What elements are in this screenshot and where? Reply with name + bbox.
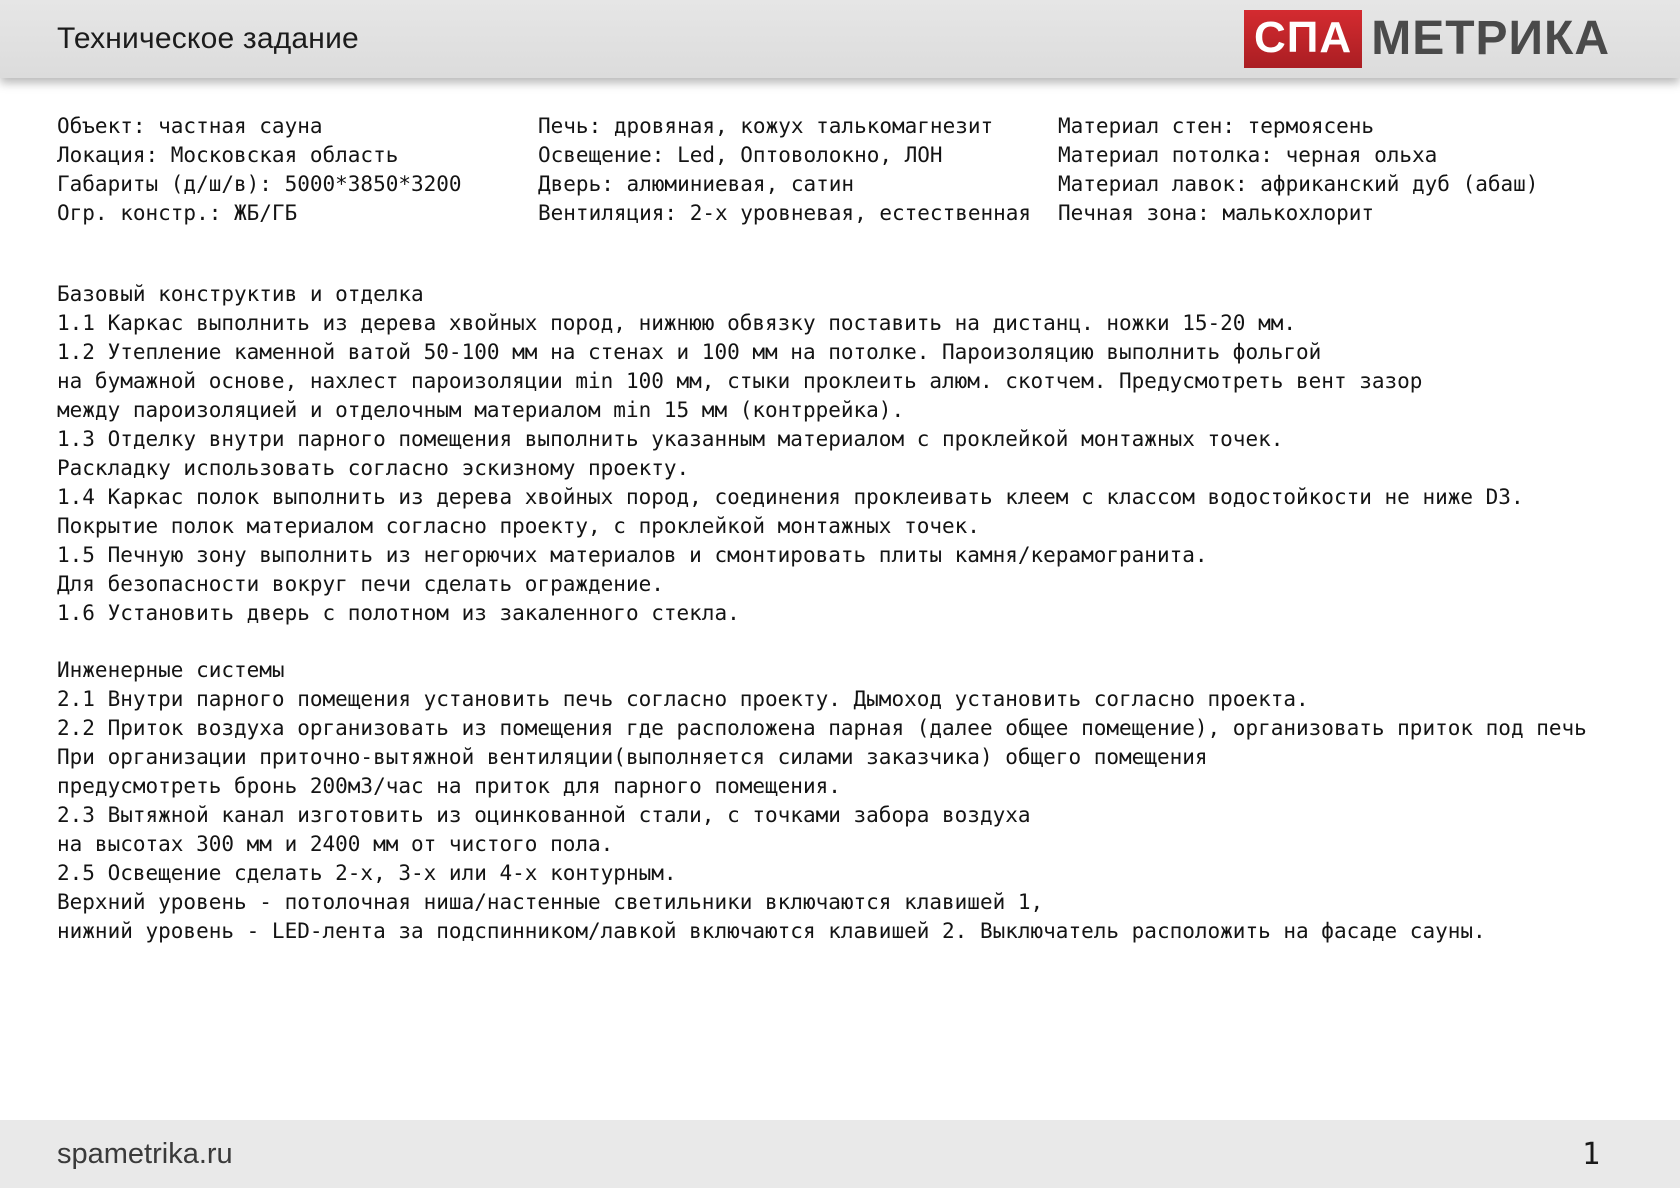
page-title: Техническое задание	[57, 22, 359, 55]
body-line: предусмотреть бронь 200м3/час на приток для парного помещения.	[57, 774, 841, 798]
body-line: 1.3 Отделку внутри парного помещения выполнить указанным материалом с проклейкой монтажных точек.	[57, 427, 1284, 451]
footer-bar	[0, 1120, 1680, 1188]
body-line: 1.6 Установить дверь с полотном из закаленного стекла.	[57, 601, 740, 625]
body-line: 2.1 Внутри парного помещения установить печь согласно проекту. Дымоход установить согласно проекта.	[57, 687, 1309, 711]
section-base-construction	[57, 280, 1660, 628]
spec-column-materials	[1058, 112, 1538, 228]
body-line: Покрытие полок материалом согласно проекту, с проклейкой монтажных точек.	[57, 514, 980, 538]
body-line: Для безопасности вокруг печи сделать ограждение.	[57, 572, 664, 596]
spec-line: Огр. констр.: ЖБ/ГБ	[57, 201, 298, 225]
section-title: Базовый конструктив и отделка	[57, 282, 424, 306]
spec-line: Печь: дровяная, кожух талькомагнезит	[538, 114, 994, 138]
spec-column-object	[57, 112, 462, 228]
body-line: на высотах 300 мм и 2400 мм от чистого пола.	[57, 832, 614, 856]
spec-column-equipment	[538, 112, 1031, 228]
company-logo	[1244, 10, 1610, 68]
spec-line: Габариты (д/ш/в): 5000*3850*3200	[57, 172, 462, 196]
body-line: 1.4 Каркас полок выполнить из дерева хвойных пород, соединения проклеивать клеем с классом водостойкости не ниже D3.	[57, 485, 1524, 509]
body-line: 2.2 Приток воздуха организовать из помещения где расположена парная (далее общее помещение), организовать приток под печь	[57, 716, 1587, 740]
spec-line: Материал стен: термоясень	[1058, 114, 1375, 138]
body-line: Раскладку использовать согласно эскизному проекту.	[57, 456, 690, 480]
spec-line: Локация: Московская область	[57, 143, 399, 167]
body-line: 1.5 Печную зону выполнить из негорючих материалов и смонтировать плиты камня/керамогранита.	[57, 543, 1208, 567]
spec-line: Материал потолка: черная ольха	[1058, 143, 1438, 167]
page-number: 1	[1581, 1136, 1600, 1172]
body-line: между пароизоляцией и отделочным материалом min 15 мм (контррейка).	[57, 398, 905, 422]
body-line: 2.5 Освещение сделать 2-х, 3-х или 4-х контурным.	[57, 861, 677, 885]
header-bar	[0, 0, 1680, 78]
body-line: на бумажной основе, нахлест пароизоляции min 100 мм, стыки проклеить алюм. скотчем. Предусмотреть вент зазор	[57, 369, 1423, 393]
spec-line: Объект: частная сауна	[57, 114, 323, 138]
body-line: нижний уровень - LED-лента за подспинником/лавкой включаются клавишей 2. Выключатель расположить на фасаде сауны.	[57, 919, 1486, 943]
section-engineering-systems	[57, 656, 1660, 946]
spec-line: Освещение: Led, Оптоволокно, ЛОН	[538, 143, 943, 167]
body-line: Верхний уровень - потолочная ниша/настенные светильники включаются клавишей 1,	[57, 890, 1044, 914]
body-line: 1.1 Каркас выполнить из дерева хвойных пород, нижнюю обвязку поставить на дистанц. ножки 15-20 мм.	[57, 311, 1297, 335]
spec-line: Печная зона: малькохлорит	[1058, 201, 1375, 225]
spec-line: Дверь: алюминиевая, сатин	[538, 172, 855, 196]
body-line: 1.2 Утепление каменной ватой 50-100 мм на стенах и 100 мм на потолке. Пароизоляцию выполнить фольгой	[57, 340, 1322, 364]
website-url: spametrika.ru	[57, 1137, 233, 1170]
section-title: Инженерные системы	[57, 658, 285, 682]
logo-red-box: СПА	[1244, 10, 1362, 68]
spec-line: Вентиляция: 2-х уровневая, естественная	[538, 201, 1032, 225]
body-line: При организации приточно-вытяжной вентиляции(выполняется силами заказчика) общего помещения	[57, 745, 1208, 769]
body-line: 2.3 Вытяжной канал изготовить из оцинкованной стали, с точками забора воздуха	[57, 803, 1031, 827]
logo-wordmark: МЕТРИКА	[1371, 12, 1610, 65]
spec-line: Материал лавок: африканский дуб (абаш)	[1058, 172, 1539, 196]
